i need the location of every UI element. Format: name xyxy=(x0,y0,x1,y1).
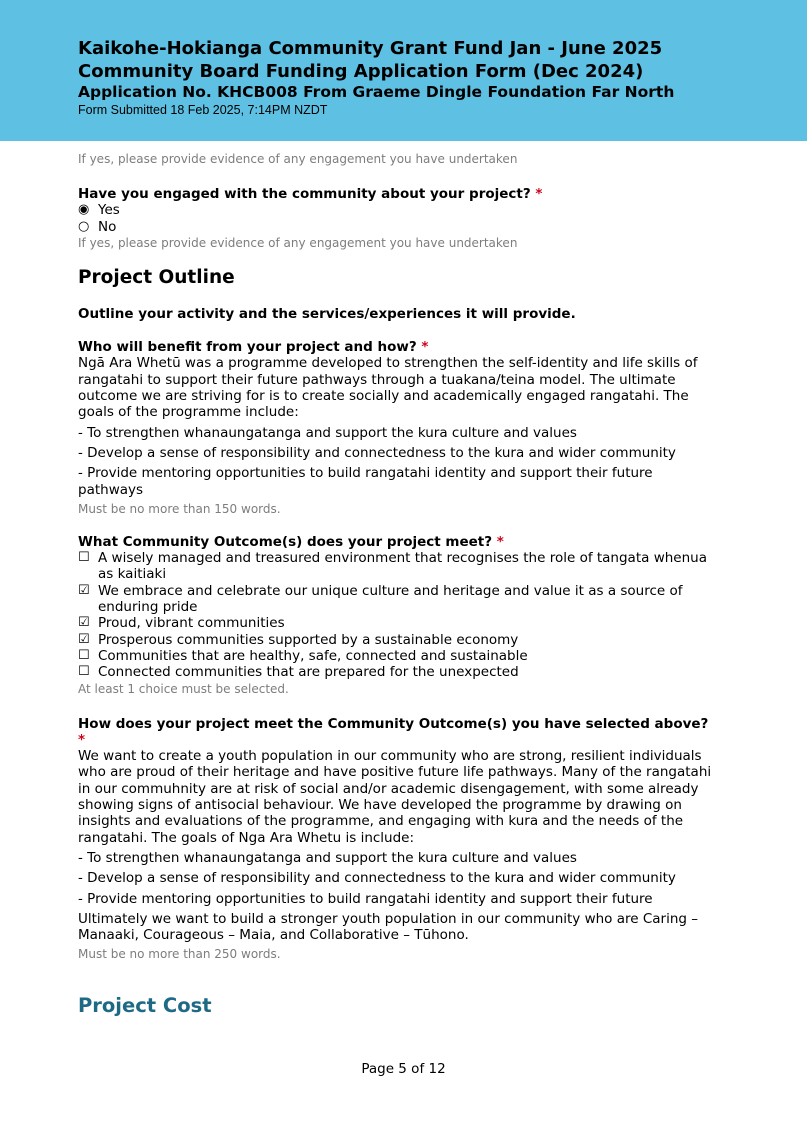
benefit-question xyxy=(78,339,718,355)
option-label: A wisely managed and treasured environment that recognises the role of tangata whenua as kaitiaki xyxy=(98,550,707,583)
required-marker: * xyxy=(496,533,504,550)
section-heading-project-outline: Project Outline xyxy=(78,266,235,288)
outcome-option-prosperous[interactable] xyxy=(78,632,718,648)
benefit-answer-paragraph: - Develop a sense of responsibility and connectedness to the kura and wider community xyxy=(78,444,676,461)
how-meet-question-text: How does your project meet the Community Outcome(s) you have selected above? xyxy=(78,715,709,732)
radio-selected-icon[interactable]: ◉ xyxy=(78,202,90,218)
option-label: Prosperous communities supported by a sustainable economy xyxy=(98,631,519,648)
checkbox-checked-icon[interactable]: ☑ xyxy=(78,582,90,598)
option-label: Proud, vibrant communities xyxy=(98,615,285,632)
outcome-option-environment[interactable] xyxy=(78,550,718,583)
form-content xyxy=(78,151,718,1018)
outcome-option-connected[interactable] xyxy=(78,664,718,680)
how-meet-answer-paragraph: Ultimately we want to build a stronger youth population in our community who are Caring – Manaaki, Courageous – Maia, and Collaborative – Tūhono. xyxy=(78,910,699,944)
required-marker: * xyxy=(535,186,543,202)
checkbox-checked-icon[interactable]: ☑ xyxy=(78,631,90,647)
engagement-option-yes[interactable] xyxy=(78,202,718,218)
outcome-option-proud[interactable] xyxy=(78,615,718,631)
option-label: Communities that are healthy, safe, connected and sustainable xyxy=(98,647,528,664)
benefit-question-text: Who will benefit from your project and how? xyxy=(78,339,417,356)
engagement-question xyxy=(78,186,718,202)
option-label: No xyxy=(98,218,117,235)
project-outline-intro: Outline your activity and the services/experiences it will provide. xyxy=(78,305,576,322)
form-title-line1: Kaikohe-Hokianga Community Grant Fund Jan - June 2025 xyxy=(78,38,663,59)
how-meet-answer-paragraph: We want to create a youth population in our community who are strong, resilient individuals who are proud of their heritage and have positive future life pathways. Many of the rangatahi in our commuhnity are at risk of social and/or academic disengagement, with some already showing signs of antisocial behaviour. We have developed the programme by drawing on insights and evaluations of the programme, and engaging with kura and the needs of the rangatahi. The goals of Nga Ara Whetu is include: xyxy=(78,748,712,846)
submitted-timestamp: Form Submitted 18 Feb 2025, 7:14PM NZDT xyxy=(78,103,328,117)
section-heading-project-cost: Project Cost xyxy=(78,994,212,1018)
benefit-answer-paragraph: - To strengthen whanaungatanga and support the kura culture and values xyxy=(78,424,577,441)
checkbox-unchecked-icon[interactable]: ☐ xyxy=(78,550,90,566)
engagement-question-text: Have you engaged with the community about your project? xyxy=(78,186,531,202)
checkbox-unchecked-icon[interactable]: ☐ xyxy=(78,647,90,663)
how-meet-answer-paragraph: - To strengthen whanaungatanga and support the kura culture and values xyxy=(78,849,577,866)
option-label: Yes xyxy=(98,202,120,219)
checkbox-unchecked-icon[interactable]: ☐ xyxy=(78,664,90,680)
outcomes-question-text: What Community Outcome(s) does your project meet? xyxy=(78,533,493,550)
outcome-option-healthy[interactable] xyxy=(78,648,718,664)
outcome-option-culture[interactable] xyxy=(78,583,718,616)
radio-unselected-icon[interactable]: ○ xyxy=(78,218,90,234)
form-title-line2: Community Board Funding Application Form (Dec 2024) xyxy=(78,61,644,82)
checkbox-checked-icon[interactable]: ☑ xyxy=(78,615,90,631)
application-number: Application No. KHCB008 From Graeme Dingle Foundation Far North xyxy=(78,83,675,101)
page-number: Page 5 of 12 xyxy=(361,1061,446,1077)
engagement-evidence-hint-top: If yes, please provide evidence of any engagement you have undertaken xyxy=(78,152,518,166)
outcomes-selection-hint: At least 1 choice must be selected. xyxy=(78,681,289,696)
how-meet-answer-paragraph: - Develop a sense of responsibility and connectedness to the kura and wider community xyxy=(78,870,676,887)
how-meet-question xyxy=(78,716,718,749)
page-header xyxy=(0,0,807,141)
engagement-option-no[interactable] xyxy=(78,219,718,235)
how-meet-answer-paragraph: - Provide mentoring opportunities to build rangatahi identity and support their future xyxy=(78,890,653,907)
benefit-answer-paragraph: Ngā Ara Whetū was a programme developed to strengthen the self-identity and life skills of rangatahi to support their future pathways through a tuakana/teina model. The ultimate outcome we are striving for is to create socially and academically engaged rangatahi. The goals of the programme include: xyxy=(78,355,698,421)
benefit-answer-paragraph: - Provide mentoring opportunities to build rangatahi identity and support their future pathways xyxy=(78,465,653,498)
outcomes-question xyxy=(78,534,718,550)
option-label: Connected communities that are prepared for the unexpected xyxy=(98,664,519,681)
engagement-evidence-hint: If yes, please provide evidence of any engagement you have undertaken xyxy=(78,235,518,250)
benefit-word-limit-hint: Must be no more than 150 words. xyxy=(78,501,281,516)
required-marker: * xyxy=(421,339,429,356)
option-label: We embrace and celebrate our unique culture and heritage and value it as a source of enduring pride xyxy=(98,582,683,616)
required-marker: * xyxy=(78,731,86,748)
how-meet-word-limit-hint: Must be no more than 250 words. xyxy=(78,947,281,962)
